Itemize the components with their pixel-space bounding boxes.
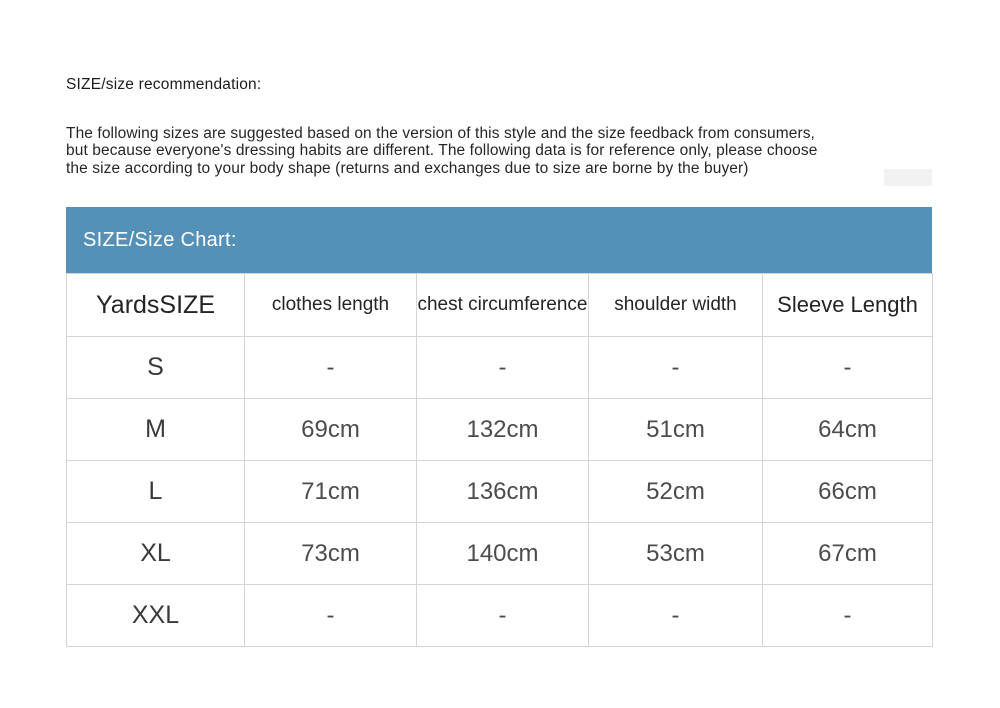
sleeve-length-cell: 67cm	[763, 523, 933, 585]
column-header-chest-circumference: chest circumference	[417, 274, 589, 337]
column-header-shoulder-width: shoulder width	[589, 274, 763, 337]
shoulder-width-cell: 52cm	[589, 461, 763, 523]
sleeve-length-cell: 66cm	[763, 461, 933, 523]
shoulder-width-cell: 51cm	[589, 399, 763, 461]
sleeve-length-cell: 64cm	[763, 399, 933, 461]
chest-circumference-cell: -	[417, 585, 589, 647]
size-cell: S	[67, 337, 245, 399]
size-chart-title: SIZE/Size Chart:	[83, 228, 237, 251]
shoulder-width-cell: 53cm	[589, 523, 763, 585]
size-cell: XXL	[67, 585, 245, 647]
chest-circumference-cell: 136cm	[417, 461, 589, 523]
size-table-header-row	[67, 274, 933, 337]
page-title: SIZE/size recommendation:	[66, 76, 262, 93]
column-header-sleeve-length: Sleeve Length	[763, 274, 933, 337]
intro-line: The following sizes are suggested based on the version of this style and the size feedback from consumers,	[66, 125, 815, 142]
shoulder-width-cell: -	[589, 585, 763, 647]
intro-paragraph	[66, 125, 946, 177]
chest-circumference-cell: 140cm	[417, 523, 589, 585]
chest-circumference-cell: 132cm	[417, 399, 589, 461]
size-cell: XL	[67, 523, 245, 585]
column-header-size: YardsSIZE	[67, 274, 245, 337]
clothes-length-cell: 73cm	[245, 523, 417, 585]
clothes-length-cell: -	[245, 337, 417, 399]
clothes-length-cell: -	[245, 585, 417, 647]
intro-line: but because everyone's dressing habits are different. The following data is for reference only, please choose	[66, 142, 818, 160]
column-header-clothes-length: clothes length	[245, 274, 417, 337]
size-cell: M	[67, 399, 245, 461]
size-row-m	[67, 399, 933, 461]
clothes-length-cell: 69cm	[245, 399, 417, 461]
size-chart-section	[66, 207, 932, 647]
intro-line: the size according to your body shape (returns and exchanges due to size are borne by the buyer)	[66, 159, 749, 177]
size-row-s	[67, 337, 933, 399]
clothes-length-cell: 71cm	[245, 461, 417, 523]
size-row-xxl	[67, 585, 933, 647]
watermark-smudge	[884, 169, 932, 186]
size-table	[66, 273, 933, 647]
size-row-xl	[67, 523, 933, 585]
size-row-l	[67, 461, 933, 523]
sleeve-length-cell: -	[763, 337, 933, 399]
chest-circumference-cell: -	[417, 337, 589, 399]
sleeve-length-cell: -	[763, 585, 933, 647]
size-chart-header	[66, 207, 932, 273]
size-cell: L	[67, 461, 245, 523]
shoulder-width-cell: -	[589, 337, 763, 399]
